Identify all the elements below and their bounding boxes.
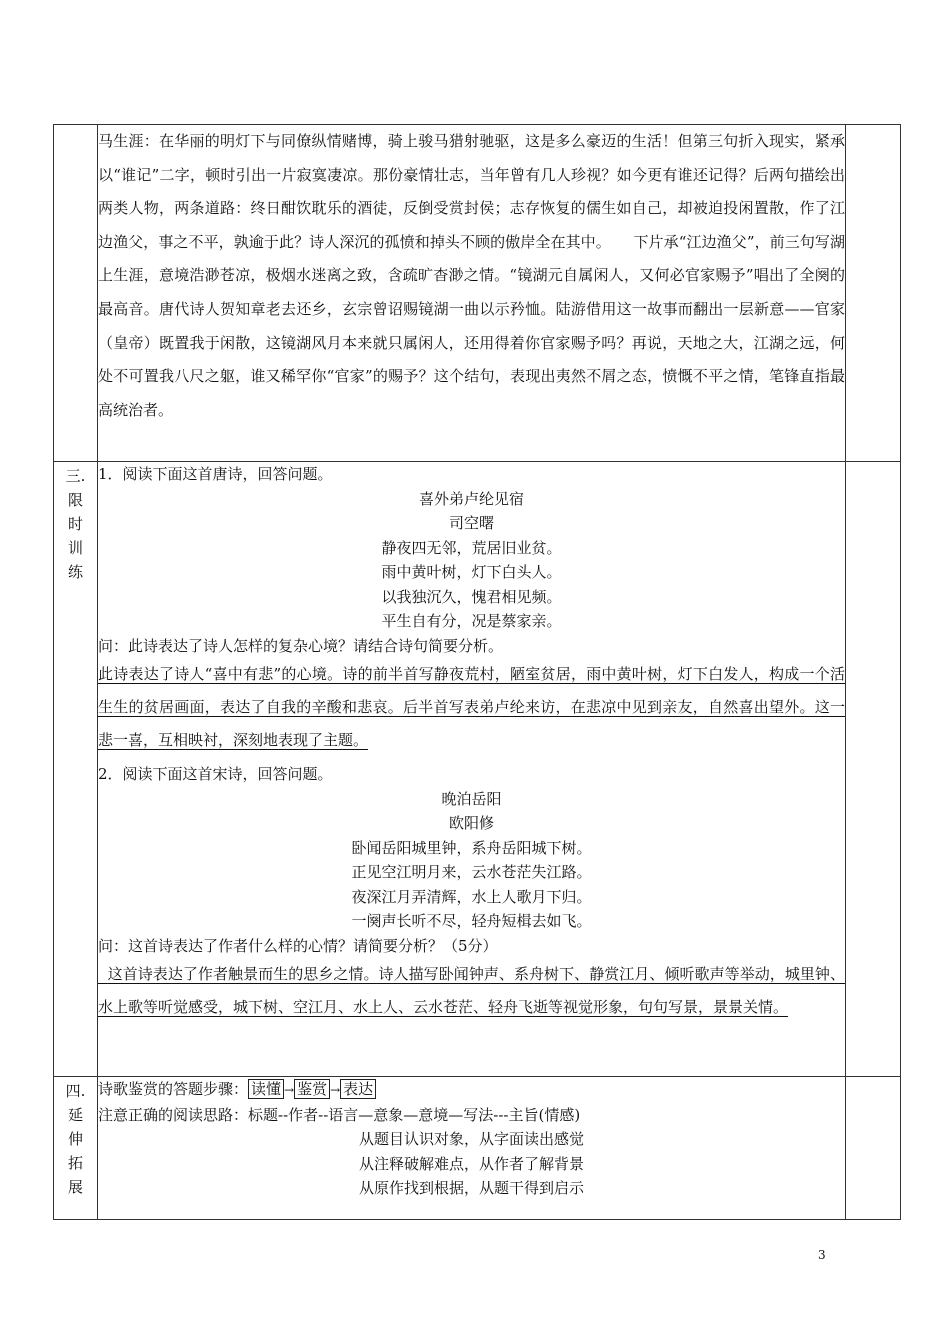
extension-cell [98, 1077, 846, 1220]
row-continuation [54, 125, 901, 462]
step-box: 表达 [340, 1079, 376, 1099]
reading-path: 注意正确的阅读思路：标题--作者--语言—意象—意境—写法---主旨(情感) [98, 1105, 581, 1124]
row-extension [54, 1077, 901, 1220]
label-char: 展 [67, 1178, 83, 1196]
row-label-empty [54, 125, 98, 462]
label-char: 三. [65, 467, 86, 485]
label-char: 练 [67, 563, 83, 581]
poem-author: 司空曙 [448, 514, 494, 532]
right-margin-cell [846, 462, 901, 1077]
answer-text: 此诗表达了诗人“喜中有悲”的心境。诗的前半首写静夜荒村，陋室贫居，雨中黄叶树，灯下白发人，构成一个活生生的贫居画面，表达了自我的辛酸和悲哀。后半首写表弟卢纶来访，在悲凉中见到亲友，自然喜出望外。这一悲一喜，互相映衬，深刻地表现了主题。 [98, 665, 845, 749]
label-char: 限 [67, 491, 83, 509]
poem-line: 一阕声长听不尽，轻舟短楫去如飞。 [351, 912, 592, 931]
lesson-table [53, 124, 901, 1220]
poem-line: 正见空江明月来，云水苍茫失江路。 [351, 863, 592, 882]
label-char: 拓 [67, 1154, 83, 1172]
row-practice [54, 462, 901, 1077]
right-margin-cell [846, 1077, 901, 1220]
poem-line: 以我独沉久，愧君相见频。 [381, 587, 562, 606]
question-intro: 2．阅读下面这首宋诗，回答问题。 [98, 765, 333, 784]
steps-line [98, 1077, 845, 1103]
poem-line: 夜深江月弄清辉，水上人歌月下归。 [351, 887, 592, 906]
poem-author: 欧阳修 [448, 814, 494, 833]
answer-text: 这首诗表达了作者触景而生的思乡之情。诗人描写卧闻钟声、系舟树下、静赏江月、倾听歌声等举动，城里钟、水上歌等听觉感受，城下树、空江月、水上人、云水苍茫、轻舟飞逝等视觉形象，句句写景，景景关情。 [98, 965, 845, 1017]
poem-line: 平生自有分，况是蔡家亲。 [381, 612, 562, 630]
arrow-icon: → [330, 1083, 341, 1097]
label-char: 四. [65, 1082, 86, 1100]
right-margin-cell [846, 125, 901, 462]
label-char: 时 [67, 515, 83, 533]
label-char: 训 [67, 539, 83, 557]
step-box: 读懂 [248, 1079, 284, 1099]
poem-title: 喜外弟卢纶见宿 [418, 489, 524, 508]
practice-cell [98, 462, 846, 1077]
arrow-icon: → [284, 1083, 295, 1097]
analysis-text: 马生涯：在华丽的明灯下与同僚纵情赌博，骑上骏马猎射驰驱，这是多么豪迈的生活！但第三句折入现实，紧承以“谁记”二字，顿时引出一片寂寞凄凉。那份豪情壮志，当年曾有几人珍视？如今更有谁还记得？后两句描绘出两类人物，两条道路：终日酣饮耽乐的酒徒，反倒受赏封侯；志存恢复的儒生如自己，却被迫投闲置散，作了江边渔父，事之不平，孰逾于此？诗人深沉的孤愤和掉头不顾的傲岸全在其中。 下片承“江边渔父”，前三句写湖上生涯，意境浩渺苍凉，极烟水迷离之致，含疏旷杳渺之情。“镜湖元自属闲人，又何必官家赐予”唱出了全阕的最高音。唐代诗人贺知章老去还乡，玄宗曾诏赐镜湖一曲以示矜恤。陆游借用这一故事而翻出一层新意——官家（皇帝）既置我于闲散，这镜湖风月本来就只属闲人，还用得着你官家赐予吗？再说，天地之大，江湖之远，何处不可置我八尺之躯，谁又稀罕你“官家”的赐予？这个结句，表现出夷然不屑之态，愤慨不平之情，笔锋直指最高统治者。 [98, 132, 845, 419]
poem-line: 静夜四无邻，荒居旧业贫。 [381, 538, 562, 557]
poem-title: 晚泊岳阳 [441, 789, 502, 808]
question-text: 问：这首诗表达了作者什么样的心情？请简要分析？（5分） [98, 936, 498, 955]
poem-line: 雨中黄叶树，灯下白头人。 [381, 563, 562, 581]
page-number: 3 [818, 1248, 826, 1262]
question-intro: 1．阅读下面这首唐诗，回答问题。 [98, 465, 333, 483]
step-box: 鉴赏 [294, 1079, 330, 1099]
section-label [54, 1077, 98, 1220]
section-label [54, 462, 98, 1077]
label-char: 延 [67, 1106, 83, 1124]
tip-line: 从题目认识对象，从字面读出感觉 [358, 1130, 584, 1148]
tip-line: 从注释破解难点，从作者了解背景 [358, 1154, 584, 1173]
poem-line: 卧闻岳阳城里钟，系舟岳阳城下树。 [351, 838, 592, 857]
analysis-cell [98, 125, 846, 462]
steps-prefix: 诗歌鉴赏的答题步骤： [98, 1080, 249, 1098]
question-text: 问：此诗表达了诗人怎样的复杂心境？请结合诗句简要分析。 [98, 636, 504, 655]
label-char: 伸 [67, 1130, 83, 1148]
tip-line: 从原作找到根据，从题干得到启示 [358, 1179, 584, 1197]
